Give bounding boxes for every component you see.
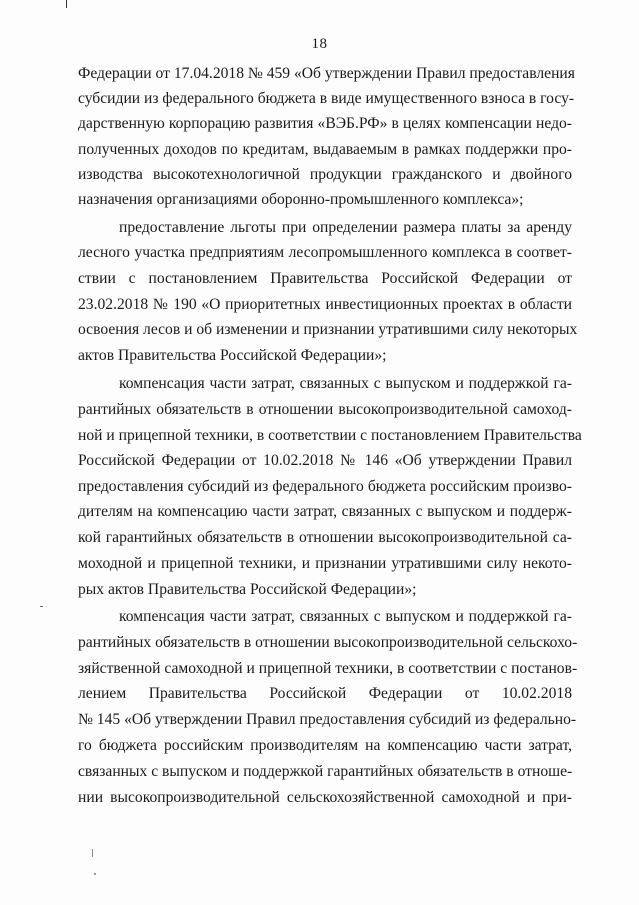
text-line: лением Правительства Российской Федерации от 10.02.2018	[78, 685, 572, 702]
text-line: рых актов Правительства Российской Федерации»;	[78, 581, 417, 598]
text-line: 23.02.2018 № 190 «О приоритетных инвестиционных проектах в области	[78, 296, 572, 313]
text-line: кой гарантийных обязательств в отношении высокопроизводительной са-	[78, 529, 572, 546]
text-line: рантийных обязательств в отношении высокопроизводительной самоход-	[78, 401, 572, 418]
paragraph-start-line: компенсация части затрат, связанных с выпуском и поддержкой га-	[119, 375, 572, 392]
scan-speck	[40, 606, 43, 607]
text-line: изводства высокотехнологичной продукции гражданского и двойного	[78, 166, 572, 183]
scan-speck	[94, 873, 96, 875]
text-line: предоставления субсидий из федерального бюджета российским произво-	[78, 478, 572, 495]
text-line: дителям на компенсацию части затрат, связанных с выпуском и поддерж-	[78, 503, 572, 520]
text-line: моходной и прицепной техники, и признании утратившими силу некото-	[78, 555, 572, 572]
page-number: 18	[311, 36, 328, 52]
scan-edge-mark	[66, 0, 67, 8]
text-line: освоения лесов и об изменении и признании утратившими силу некоторых	[78, 321, 578, 338]
text-line: актов Правительства Российской Федерации»;	[78, 347, 387, 364]
text-line: ной и прицепной техники, в соответствии с постановлением Правительства	[78, 427, 582, 444]
text-line: Федерации от 17.04.2018 № 459 «Об утверждении Правил предоставления	[78, 65, 575, 82]
text-line: Российской Федерации от 10.02.2018 № 146 «Об утверждении Правил	[78, 452, 572, 469]
text-line: № 145 «Об утверждении Правил предоставления субсидий из федерально-	[78, 711, 577, 728]
text-line: субсидии из федерального бюджета в виде имущественного взноса в госу-	[78, 90, 575, 107]
text-line: го бюджета российским производителям на компенсацию части затрат,	[78, 737, 572, 754]
text-line: зяйственной самоходной и прицепной техники, в соответствии с постанов-	[78, 660, 578, 677]
text-line: рантийных обязательств в отношении высокопроизводительной сельскохо-	[78, 634, 578, 651]
paragraph-start-line: предоставление льготы при определении размера платы за аренду	[119, 219, 572, 236]
text-line: нии высокопроизводительной сельскохозяйственной самоходной и при-	[78, 789, 572, 806]
text-line: ствии с постановлением Правительства Российской Федерации от	[78, 270, 572, 287]
text-line: дарственную корпорацию развития «ВЭБ.РФ» в целях компенсации недо-	[78, 115, 572, 132]
text-line: связанных с выпуском и поддержкой гарантийных обязательств в отноше-	[78, 763, 573, 780]
text-line: полученных доходов по кредитам, выдаваемым в рамках поддержки про-	[78, 141, 572, 158]
paragraph-start-line: компенсация части затрат, связанных с выпуском и поддержкой га-	[119, 608, 572, 625]
scan-speck	[92, 849, 93, 857]
text-line: лесного участка предприятиям лесопромышленного комплекса в соответ-	[78, 244, 572, 261]
text-line: назначения организациями оборонно-промышленного комплекса»;	[78, 191, 524, 208]
